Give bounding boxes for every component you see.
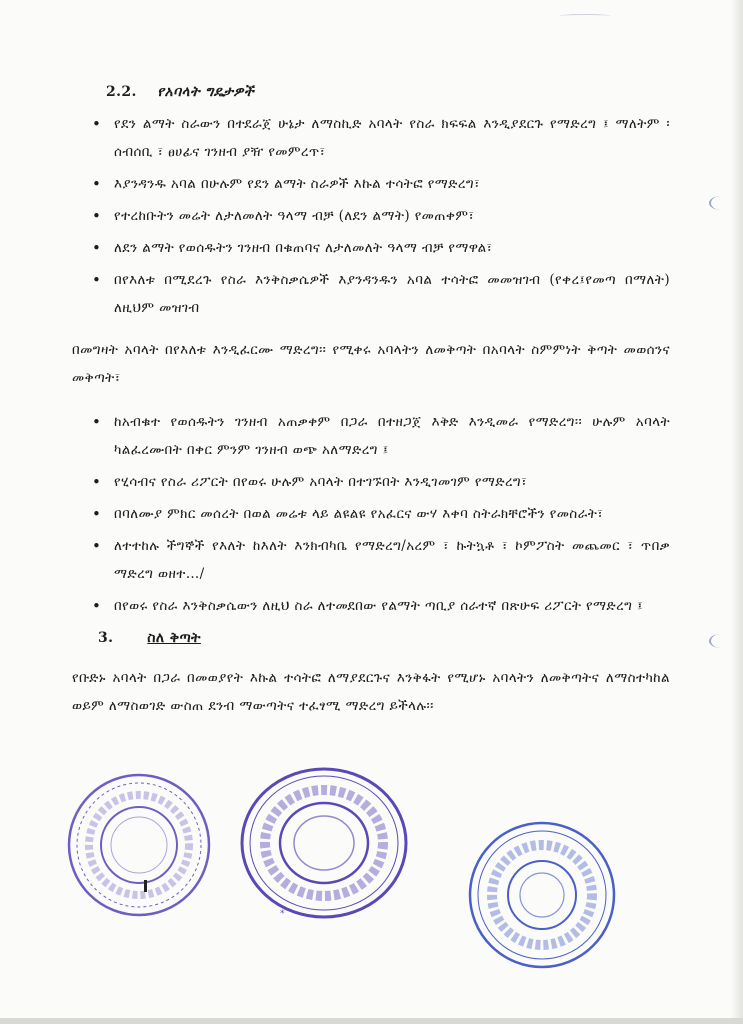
stamp-graphic bbox=[238, 764, 410, 922]
official-stamp-2 bbox=[238, 764, 410, 922]
punch-hole-mark bbox=[709, 634, 733, 648]
list-item: • ለተተከሉ ችግኞች የእለት ከእለት እንክብካቤ የማድረግ/አረም ፣ ኩትኳቶ ፣ ኮምፖስት መጨመር ፣ ጥበቃ ማድረግ ወዘተ…/ bbox=[92, 532, 670, 588]
section-3-heading bbox=[98, 624, 670, 652]
stamp-graphic bbox=[466, 818, 618, 972]
page-edge-shadow bbox=[731, 0, 743, 1024]
punch-hole-mark bbox=[709, 196, 733, 210]
list-item: • የሂሳብና የስራ ሪፖርት በየወሩ ሁሉም አባላት በተገኙበት እንዲገመገም የማድረግ፣ bbox=[92, 468, 670, 496]
section-2-2-heading bbox=[106, 78, 670, 106]
section-number: 2.2. bbox=[106, 84, 137, 100]
list-item: • የደን ልማት ስራውን በተደራጀ ሁኔታ ለማስኪድ አባላት የስራ ክፍፍል እንዲያደርጉ የማድረግ ፤ ማለትም ፡ ሰብሰቢ ፣ ፀሀፊና ገንዘብ ያዥ የመምረጥ፣ bbox=[92, 110, 670, 166]
official-stamp-1 bbox=[64, 770, 214, 920]
list-item: • በየእለቱ በሚደረጉ የስራ እንቅስቃሴዎች እያንዳንዱን አባል ተሳትፎ መመዝገብ (የቀረ፤የመጣ በማለት) ለዚህም መዝገብ bbox=[92, 266, 670, 322]
list-item: • የተረከቡትን መሬት ለታለመለት ዓላማ ብቻ (ለደን ልማት) የመጠቀም፣ bbox=[92, 202, 670, 230]
list-item: • ከአብቁተ የወሰዱትን ገንዘብ አጠቃቀም በጋራ በተዘጋጀ እቅድ እንዲመራ የማድረግ፡፡ ሁሉም አባላት ካልፈረሙበት በቀር ምንም ገንዘብ ወጭ አለማድረግ ፤ bbox=[92, 408, 670, 464]
list-item: • እያንዳንዱ አባል በሁሉም የደን ልማት ስራዎች እኩል ተሳትፎ የማድረግ፣ bbox=[92, 170, 670, 198]
body-paragraph: በመግዛት አባላት በየእለቱ እንዲፈርሙ ማድረግ፡፡ የሚቀሩ አባላትን ለመቅጣት በአባላት ስምምነት ቅጣት መወሰንና መቅጣት፣ bbox=[72, 342, 670, 386]
stamp-graphic bbox=[64, 770, 214, 920]
scan-mark bbox=[560, 14, 610, 18]
official-stamp-3 bbox=[466, 818, 618, 972]
list-item: • በየወሩ የስራ እንቅስቃሴውን ለዚህ ስራ ለተመደበው የልማት ጣቢያ ሰራተኛ በጽሁፍ ሪፖርት የማድረግ ፤ bbox=[92, 592, 670, 620]
obligations-list bbox=[92, 110, 670, 322]
body-paragraph: የቡድኑ አባላት በጋራ በመወያየት እኩል ተሳትፎ ለማያደርጉና እንቅፋት የሚሆኑ አባላትን ለመቅጣትና ለማስተካከል ወይም ለማስወገድ ውስጠ ደንብ ማውጣትና ተፈፃሚ ማድረግ ይችላሉ፡፡ bbox=[72, 670, 670, 714]
list-item: • በባለሙያ ምክር መሰረት በወል መሬቱ ላይ ልዩልዩ የአፈርና ውሃ እቀባ ስትራክቸሮችን የመስራት፣ bbox=[92, 500, 670, 528]
svg-text:*: * bbox=[280, 909, 285, 919]
page-bottom-edge bbox=[0, 1018, 743, 1024]
section-number: 3. bbox=[98, 630, 114, 646]
obligations-list-continued bbox=[92, 408, 670, 620]
section-title: ስለ ቅጣት bbox=[147, 630, 201, 646]
list-item: • ለደን ልማት የወሰዱትን ገንዘብ በቁጠባና ለታለመለት ዓላማ ብቻ የማዋል፣ bbox=[92, 234, 670, 262]
document-body bbox=[72, 78, 670, 720]
section-title: የአባላት ግዴታዎች bbox=[157, 84, 254, 100]
